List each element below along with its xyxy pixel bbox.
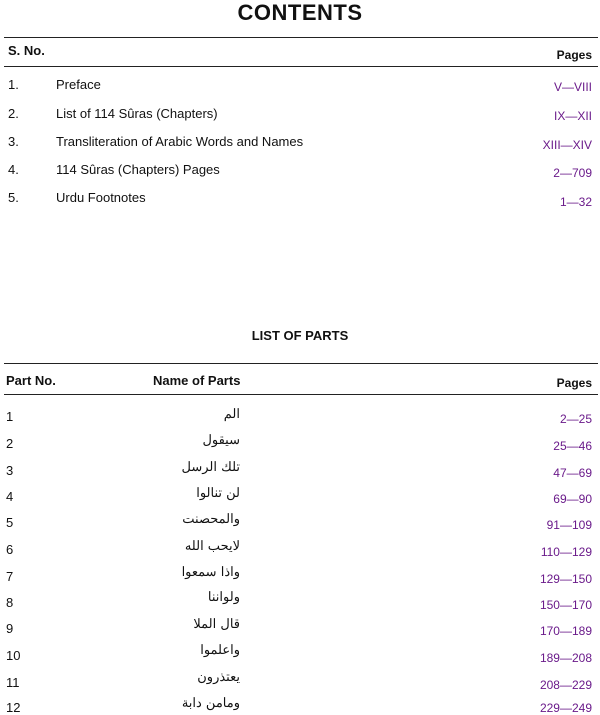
part-pages: 2—25 — [559, 412, 592, 426]
contents-header-rule — [4, 66, 598, 67]
part-number: 9 — [6, 621, 14, 636]
part-pages: 110—129 — [540, 545, 592, 559]
part-number: 11 — [6, 675, 20, 690]
part-pages: 25—46 — [553, 439, 592, 453]
contents-col-pages: Pages — [556, 48, 592, 62]
part-pages: 208—229 — [539, 678, 592, 692]
contents-row-pages: XIII—XIV — [542, 138, 592, 152]
part-name: قال الملا — [193, 617, 240, 632]
part-pages: 129—150 — [539, 572, 592, 586]
contents-row-pages: V—VIII — [553, 80, 592, 94]
contents-row-pages: IX—XII — [553, 109, 592, 123]
part-name: والمحصنت — [182, 512, 240, 527]
part-number: 6 — [6, 542, 14, 557]
part-pages: 189—208 — [539, 651, 592, 665]
parts-top-rule — [4, 363, 598, 364]
contents-row-text: List of 114 Sûras (Chapters) — [56, 106, 218, 121]
contents-row-text: Transliteration of Arabic Words and Names — [56, 134, 304, 149]
contents-row-pages: 2—709 — [553, 166, 592, 180]
part-pages: 170—189 — [539, 624, 592, 638]
contents-title: CONTENTS — [237, 0, 363, 25]
part-pages: 91—109 — [546, 518, 592, 532]
contents-row-pages: 1—32 — [559, 195, 592, 209]
contents-row-number: 5. — [8, 190, 19, 205]
part-number: 8 — [6, 595, 14, 610]
contents-row-number: 3. — [8, 134, 19, 149]
parts-col-pages: Pages — [556, 376, 592, 390]
contents-row-text: Urdu Footnotes — [56, 190, 146, 205]
part-name: لن تنالوا — [196, 486, 240, 501]
part-name: لايحب الله — [184, 539, 240, 554]
part-name: يعتذرون — [197, 670, 240, 685]
part-name: ومامن دابة — [181, 696, 240, 711]
contents-row-number: 2. — [8, 106, 19, 121]
parts-col-name: Name of Parts — [153, 373, 241, 388]
parts-title: LIST OF PARTS — [251, 328, 349, 343]
contents-col-sno: S. No. — [8, 43, 45, 58]
part-number: 7 — [6, 569, 14, 584]
part-pages: 47—69 — [553, 466, 592, 480]
part-name: واعلموا — [200, 643, 240, 658]
part-name: ولواننا — [207, 590, 240, 605]
part-number: 5 — [6, 515, 14, 530]
part-pages: 69—90 — [553, 492, 592, 506]
part-number: 3 — [6, 463, 14, 478]
part-number: 1 — [6, 409, 14, 424]
part-number: 4 — [6, 489, 14, 504]
part-number: 2 — [6, 436, 14, 451]
parts-col-part-no: Part No. — [6, 373, 56, 388]
part-number: 10 — [6, 648, 21, 663]
contents-row-text: Preface — [56, 77, 101, 92]
part-name: الم — [223, 407, 240, 422]
contents-top-rule — [4, 37, 598, 38]
part-number: 12 — [6, 700, 21, 715]
contents-row-number: 1. — [8, 77, 19, 92]
parts-header-rule — [4, 394, 598, 395]
part-name: سيقول — [202, 433, 240, 448]
part-name: تلك الرسل — [181, 460, 240, 475]
contents-row-number: 4. — [8, 162, 19, 177]
part-pages: 229—249 — [539, 701, 592, 715]
contents-row-text: 114 Sûras (Chapters) Pages — [56, 162, 220, 177]
part-pages: 150—170 — [539, 598, 592, 612]
part-name: واذا سمعوا — [181, 565, 240, 580]
